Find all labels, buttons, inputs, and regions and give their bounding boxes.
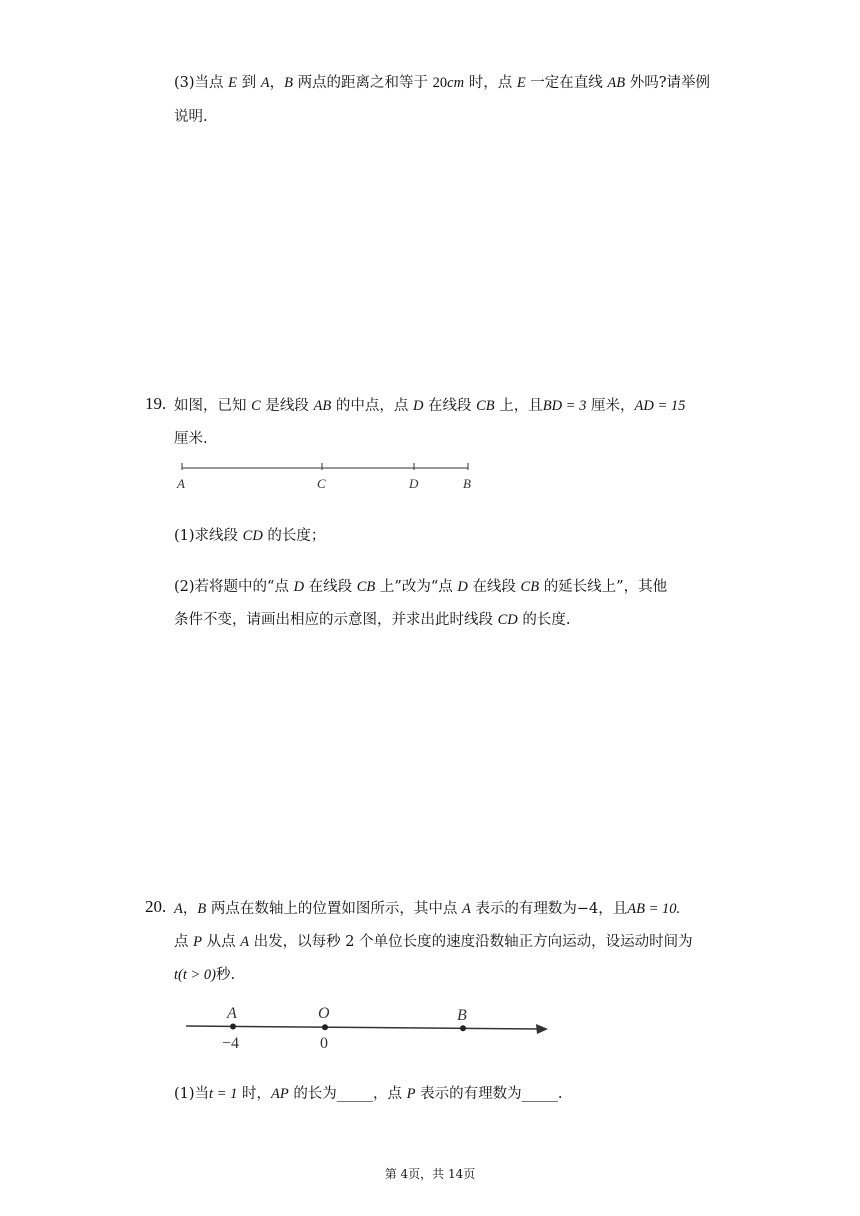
q20-part1: (1)当t = 1 时，AP 的长为_____，点 P 表示的有理数为_____. — [174, 1086, 563, 1102]
q19-stem-line2: 厘米. — [174, 431, 208, 447]
label-A: A — [177, 476, 185, 491]
tick-value-0: 0 — [320, 1035, 328, 1052]
q19-part2-line1: (2)若将题中的“点 D 在线段 CB 上”改为“点 D 在线段 CB 的延长线上”，其他 — [174, 579, 668, 595]
axis-arrow-icon — [536, 1024, 548, 1034]
q20-stem-line2: 点 P 从点 A 出发，以每秒 2 个单位长度的速度沿数轴正方向运动，设运动时间为 — [174, 934, 693, 950]
label-A: A — [227, 1005, 237, 1022]
label-B: B — [463, 476, 471, 491]
label-O: O — [318, 1005, 330, 1022]
label-C: C — [317, 476, 326, 491]
q19-part2-line2: 条件不变，请画出相应的示意图，并求出此时线段 CD 的长度. — [174, 612, 571, 628]
q20-stem-line1: A，B 两点在数轴上的位置如图所示，其中点 A 表示的有理数为−4，且AB = 10. — [174, 901, 681, 917]
q20-stem-line3: t(t > 0)秒. — [174, 967, 236, 983]
q18-part3-line2: 说明. — [174, 109, 208, 125]
label-D: D — [409, 476, 419, 491]
q19-segment-figure — [170, 458, 490, 498]
tick-value-minus-4: −4 — [222, 1035, 240, 1052]
q19-stem-line1: 如图，已知 C 是线段 AB 的中点，点 D 在线段 CB 上，且BD = 3 厘米，AD = 15 — [174, 398, 686, 414]
q20-number-line — [180, 998, 560, 1054]
label-B: B — [457, 1007, 467, 1024]
question-number-19: 19. — [145, 394, 167, 413]
q19-part1: (1)求线段 CD 的长度； — [174, 528, 326, 544]
number-axis — [186, 1026, 542, 1029]
q18-part3-line1: (3)当点 E 到 A，B 两点的距离之和等于 20cm 时，点 E 一定在直线 AB 外吗?请举例 — [174, 75, 710, 91]
question-number-20: 20. — [145, 897, 167, 916]
point-B — [460, 1025, 466, 1031]
point-O — [322, 1024, 328, 1030]
point-A — [230, 1024, 236, 1030]
page-footer: 第 4页，共 14页 — [384, 1167, 476, 1181]
